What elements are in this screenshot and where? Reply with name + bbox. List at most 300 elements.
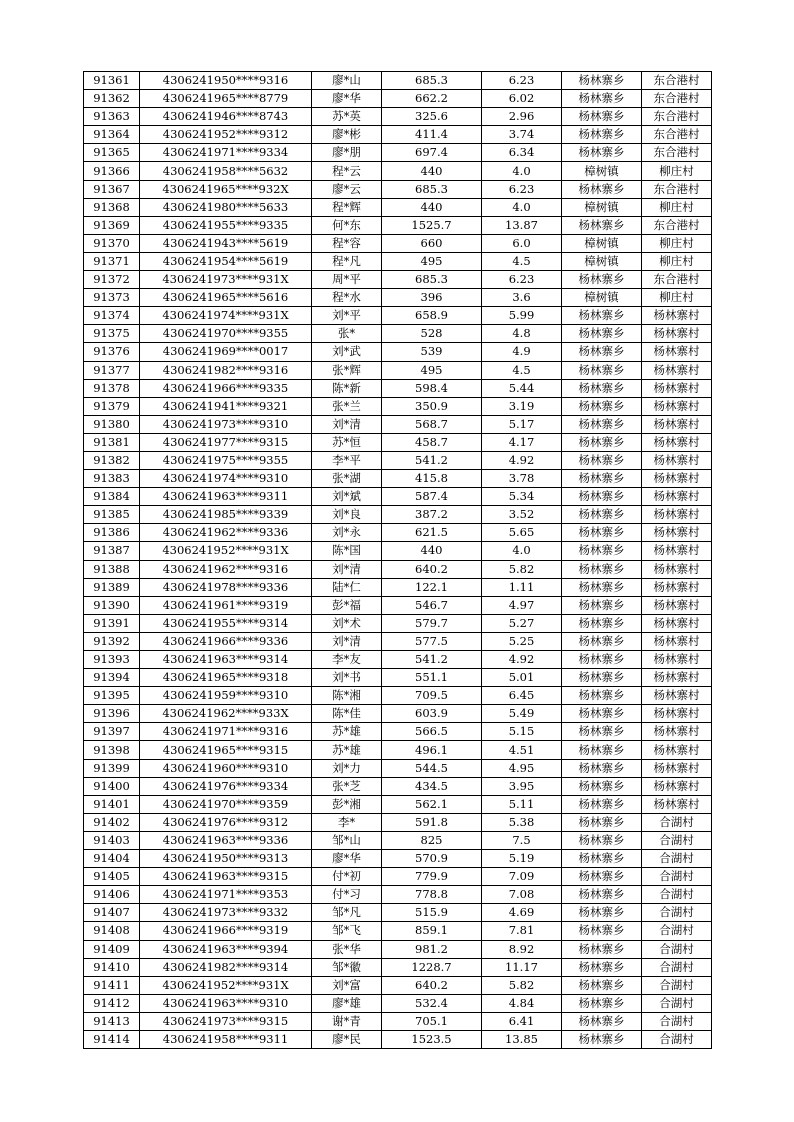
- township-cell: 杨林寨乡: [562, 216, 642, 234]
- township-cell: 杨林寨乡: [562, 361, 642, 379]
- table-row: [84, 470, 712, 488]
- village-cell: 杨林寨村: [642, 669, 712, 687]
- area-cell: 4.5: [482, 252, 562, 270]
- township-cell: 杨林寨乡: [562, 723, 642, 741]
- amount-cell: 658.9: [382, 307, 482, 325]
- amount-cell: 566.5: [382, 723, 482, 741]
- village-cell: 杨林寨村: [642, 741, 712, 759]
- area-cell: 6.34: [482, 144, 562, 162]
- amount-cell: 544.5: [382, 759, 482, 777]
- name-cell: 张*芝: [312, 777, 382, 795]
- village-cell: 杨林寨村: [642, 795, 712, 813]
- name-cell: 刘*力: [312, 759, 382, 777]
- area-cell: 4.9: [482, 343, 562, 361]
- record-id-cell: 91380: [84, 415, 140, 433]
- village-cell: 杨林寨村: [642, 723, 712, 741]
- township-cell: 杨林寨乡: [562, 108, 642, 126]
- record-id-cell: 91406: [84, 886, 140, 904]
- name-cell: 彭*湘: [312, 795, 382, 813]
- township-cell: 樟树镇: [562, 198, 642, 216]
- record-id-cell: 91407: [84, 904, 140, 922]
- record-id-cell: 91382: [84, 451, 140, 469]
- record-id-cell: 91399: [84, 759, 140, 777]
- table-row: [84, 216, 712, 234]
- village-cell: 东合港村: [642, 126, 712, 144]
- village-cell: 杨林寨村: [642, 560, 712, 578]
- record-id-cell: 91413: [84, 1012, 140, 1030]
- table-row: [84, 1012, 712, 1030]
- township-cell: 杨林寨乡: [562, 850, 642, 868]
- name-cell: 刘*书: [312, 669, 382, 687]
- record-id-cell: 91373: [84, 289, 140, 307]
- name-cell: 李*: [312, 813, 382, 831]
- id-number-cell: 4306241960****9310: [140, 759, 312, 777]
- area-cell: 5.99: [482, 307, 562, 325]
- table-row: [84, 976, 712, 994]
- table-row: [84, 669, 712, 687]
- amount-cell: 587.4: [382, 488, 482, 506]
- record-id-cell: 91375: [84, 325, 140, 343]
- id-number-cell: 4306241954****5619: [140, 252, 312, 270]
- name-cell: 张*湖: [312, 470, 382, 488]
- township-cell: 杨林寨乡: [562, 578, 642, 596]
- id-number-cell: 4306241952****931X: [140, 976, 312, 994]
- amount-cell: 539: [382, 343, 482, 361]
- name-cell: 刘*清: [312, 632, 382, 650]
- area-cell: 5.19: [482, 850, 562, 868]
- record-id-cell: 91383: [84, 470, 140, 488]
- id-number-cell: 4306241966****9336: [140, 632, 312, 650]
- record-id-cell: 91372: [84, 271, 140, 289]
- table-row: [84, 578, 712, 596]
- amount-cell: 640.2: [382, 976, 482, 994]
- id-number-cell: 4306241976****9334: [140, 777, 312, 795]
- amount-cell: 778.8: [382, 886, 482, 904]
- area-cell: 11.17: [482, 958, 562, 976]
- table-row: [84, 252, 712, 270]
- record-id-cell: 91367: [84, 180, 140, 198]
- record-id-cell: 91411: [84, 976, 140, 994]
- id-number-cell: 4306241969****0017: [140, 343, 312, 361]
- record-id-cell: 91374: [84, 307, 140, 325]
- id-number-cell: 4306241971****9316: [140, 723, 312, 741]
- amount-cell: 660: [382, 234, 482, 252]
- township-cell: 杨林寨乡: [562, 506, 642, 524]
- record-id-cell: 91404: [84, 850, 140, 868]
- id-number-cell: 4306241950****9313: [140, 850, 312, 868]
- name-cell: 陈*新: [312, 379, 382, 397]
- amount-cell: 579.7: [382, 614, 482, 632]
- township-cell: 杨林寨乡: [562, 542, 642, 560]
- amount-cell: 350.9: [382, 397, 482, 415]
- name-cell: 苏*英: [312, 108, 382, 126]
- township-cell: 杨林寨乡: [562, 180, 642, 198]
- township-cell: 杨林寨乡: [562, 126, 642, 144]
- area-cell: 5.27: [482, 614, 562, 632]
- table-row: [84, 614, 712, 632]
- amount-cell: 598.4: [382, 379, 482, 397]
- amount-cell: 662.2: [382, 90, 482, 108]
- name-cell: 廖*华: [312, 90, 382, 108]
- amount-cell: 528: [382, 325, 482, 343]
- village-cell: 合湖村: [642, 813, 712, 831]
- id-number-cell: 4306241962****933X: [140, 705, 312, 723]
- amount-cell: 1523.5: [382, 1030, 482, 1048]
- village-cell: 杨林寨村: [642, 397, 712, 415]
- village-cell: 合湖村: [642, 850, 712, 868]
- id-number-cell: 4306241974****9310: [140, 470, 312, 488]
- area-cell: 7.08: [482, 886, 562, 904]
- record-id-cell: 91389: [84, 578, 140, 596]
- area-cell: 3.78: [482, 470, 562, 488]
- name-cell: 廖*雄: [312, 994, 382, 1012]
- area-cell: 5.38: [482, 813, 562, 831]
- village-cell: 东合港村: [642, 72, 712, 90]
- id-number-cell: 4306241963****9310: [140, 994, 312, 1012]
- name-cell: 廖*山: [312, 72, 382, 90]
- name-cell: 付*初: [312, 868, 382, 886]
- id-number-cell: 4306241952****931X: [140, 542, 312, 560]
- area-cell: 5.17: [482, 415, 562, 433]
- id-number-cell: 4306241955****9314: [140, 614, 312, 632]
- record-id-cell: 91396: [84, 705, 140, 723]
- table-row: [84, 940, 712, 958]
- area-cell: 7.5: [482, 831, 562, 849]
- area-cell: 4.0: [482, 542, 562, 560]
- area-cell: 6.45: [482, 687, 562, 705]
- township-cell: 杨林寨乡: [562, 271, 642, 289]
- area-cell: 5.82: [482, 976, 562, 994]
- area-cell: 5.82: [482, 560, 562, 578]
- area-cell: 13.87: [482, 216, 562, 234]
- amount-cell: 458.7: [382, 433, 482, 451]
- amount-cell: 709.5: [382, 687, 482, 705]
- record-id-cell: 91405: [84, 868, 140, 886]
- village-cell: 合湖村: [642, 1012, 712, 1030]
- amount-cell: 440: [382, 198, 482, 216]
- village-cell: 合湖村: [642, 994, 712, 1012]
- name-cell: 刘*武: [312, 343, 382, 361]
- record-id-cell: 91392: [84, 632, 140, 650]
- table-row: [84, 705, 712, 723]
- village-cell: 合湖村: [642, 904, 712, 922]
- name-cell: 廖*民: [312, 1030, 382, 1048]
- record-id-cell: 91398: [84, 741, 140, 759]
- name-cell: 程*容: [312, 234, 382, 252]
- village-cell: 杨林寨村: [642, 777, 712, 795]
- id-number-cell: 4306241966****9335: [140, 379, 312, 397]
- id-number-cell: 4306241976****9312: [140, 813, 312, 831]
- record-id-cell: 91371: [84, 252, 140, 270]
- record-id-cell: 91388: [84, 560, 140, 578]
- village-cell: 柳庄村: [642, 252, 712, 270]
- table-row: [84, 90, 712, 108]
- name-cell: 苏*雄: [312, 723, 382, 741]
- amount-cell: 1228.7: [382, 958, 482, 976]
- name-cell: 张*华: [312, 940, 382, 958]
- id-number-cell: 4306241962****9336: [140, 524, 312, 542]
- table-row: [84, 72, 712, 90]
- village-cell: 柳庄村: [642, 234, 712, 252]
- table-row: [84, 289, 712, 307]
- name-cell: 程*云: [312, 162, 382, 180]
- table-row: [84, 361, 712, 379]
- amount-cell: 705.1: [382, 1012, 482, 1030]
- township-cell: 杨林寨乡: [562, 451, 642, 469]
- record-id-cell: 91390: [84, 596, 140, 614]
- amount-cell: 551.1: [382, 669, 482, 687]
- township-cell: 杨林寨乡: [562, 524, 642, 542]
- village-cell: 合湖村: [642, 958, 712, 976]
- name-cell: 陆*仁: [312, 578, 382, 596]
- id-number-cell: 4306241966****9319: [140, 922, 312, 940]
- township-cell: 樟树镇: [562, 289, 642, 307]
- record-id-cell: 91365: [84, 144, 140, 162]
- name-cell: 邹*山: [312, 831, 382, 849]
- area-cell: 6.23: [482, 180, 562, 198]
- village-cell: 合湖村: [642, 831, 712, 849]
- village-cell: 杨林寨村: [642, 759, 712, 777]
- area-cell: 4.95: [482, 759, 562, 777]
- table-row: [84, 542, 712, 560]
- record-id-cell: 91370: [84, 234, 140, 252]
- record-id-cell: 91395: [84, 687, 140, 705]
- area-cell: 5.15: [482, 723, 562, 741]
- village-cell: 杨林寨村: [642, 307, 712, 325]
- amount-cell: 495: [382, 252, 482, 270]
- table-row: [84, 831, 712, 849]
- id-number-cell: 4306241965****8779: [140, 90, 312, 108]
- area-cell: 3.52: [482, 506, 562, 524]
- area-cell: 5.65: [482, 524, 562, 542]
- village-cell: 杨林寨村: [642, 488, 712, 506]
- amount-cell: 387.2: [382, 506, 482, 524]
- village-cell: 杨林寨村: [642, 361, 712, 379]
- village-cell: 杨林寨村: [642, 379, 712, 397]
- id-number-cell: 4306241980****5633: [140, 198, 312, 216]
- name-cell: 廖*朋: [312, 144, 382, 162]
- amount-cell: 541.2: [382, 451, 482, 469]
- table-row: [84, 271, 712, 289]
- amount-cell: 496.1: [382, 741, 482, 759]
- village-cell: 杨林寨村: [642, 632, 712, 650]
- village-cell: 杨林寨村: [642, 687, 712, 705]
- record-id-cell: 91369: [84, 216, 140, 234]
- township-cell: 杨林寨乡: [562, 868, 642, 886]
- amount-cell: 779.9: [382, 868, 482, 886]
- township-cell: 杨林寨乡: [562, 940, 642, 958]
- table-row: [84, 1030, 712, 1048]
- amount-cell: 981.2: [382, 940, 482, 958]
- record-id-cell: 91410: [84, 958, 140, 976]
- township-cell: 杨林寨乡: [562, 397, 642, 415]
- township-cell: 樟树镇: [562, 252, 642, 270]
- area-cell: 6.02: [482, 90, 562, 108]
- township-cell: 杨林寨乡: [562, 470, 642, 488]
- area-cell: 4.5: [482, 361, 562, 379]
- area-cell: 8.92: [482, 940, 562, 958]
- record-id-cell: 91366: [84, 162, 140, 180]
- record-id-cell: 91409: [84, 940, 140, 958]
- record-id-cell: 91386: [84, 524, 140, 542]
- record-id-cell: 91377: [84, 361, 140, 379]
- village-cell: 杨林寨村: [642, 343, 712, 361]
- table-row: [84, 632, 712, 650]
- table-row: [84, 886, 712, 904]
- township-cell: 杨林寨乡: [562, 813, 642, 831]
- amount-cell: 532.4: [382, 994, 482, 1012]
- id-number-cell: 4306241982****9314: [140, 958, 312, 976]
- amount-cell: 621.5: [382, 524, 482, 542]
- table-row: [84, 904, 712, 922]
- village-cell: 杨林寨村: [642, 578, 712, 596]
- name-cell: 张*辉: [312, 361, 382, 379]
- area-cell: 4.0: [482, 198, 562, 216]
- amount-cell: 591.8: [382, 813, 482, 831]
- area-cell: 5.34: [482, 488, 562, 506]
- name-cell: 付*习: [312, 886, 382, 904]
- record-id-cell: 91387: [84, 542, 140, 560]
- table-row: [84, 922, 712, 940]
- area-cell: 5.25: [482, 632, 562, 650]
- village-cell: 合湖村: [642, 868, 712, 886]
- township-cell: 杨林寨乡: [562, 415, 642, 433]
- table-row: [84, 234, 712, 252]
- id-number-cell: 4306241958****9311: [140, 1030, 312, 1048]
- area-cell: 3.6: [482, 289, 562, 307]
- township-cell: 杨林寨乡: [562, 632, 642, 650]
- amount-cell: 570.9: [382, 850, 482, 868]
- township-cell: 杨林寨乡: [562, 831, 642, 849]
- village-cell: 杨林寨村: [642, 614, 712, 632]
- area-cell: 4.97: [482, 596, 562, 614]
- name-cell: 廖*彬: [312, 126, 382, 144]
- id-number-cell: 4306241985****9339: [140, 506, 312, 524]
- township-cell: 杨林寨乡: [562, 325, 642, 343]
- area-cell: 4.8: [482, 325, 562, 343]
- id-number-cell: 4306241965****5616: [140, 289, 312, 307]
- table-row: [84, 723, 712, 741]
- amount-cell: 685.3: [382, 271, 482, 289]
- township-cell: 杨林寨乡: [562, 144, 642, 162]
- table-row: [84, 850, 712, 868]
- table-row: [84, 162, 712, 180]
- table-row: [84, 180, 712, 198]
- id-number-cell: 4306241961****9319: [140, 596, 312, 614]
- area-cell: 2.96: [482, 108, 562, 126]
- township-cell: 杨林寨乡: [562, 90, 642, 108]
- name-cell: 程*凡: [312, 252, 382, 270]
- id-number-cell: 4306241970****9359: [140, 795, 312, 813]
- area-cell: 6.23: [482, 271, 562, 289]
- amount-cell: 440: [382, 162, 482, 180]
- record-id-cell: 91362: [84, 90, 140, 108]
- name-cell: 李*友: [312, 651, 382, 669]
- record-id-cell: 91361: [84, 72, 140, 90]
- name-cell: 刘*永: [312, 524, 382, 542]
- area-cell: 5.11: [482, 795, 562, 813]
- township-cell: 杨林寨乡: [562, 614, 642, 632]
- township-cell: 杨林寨乡: [562, 307, 642, 325]
- village-cell: 合湖村: [642, 976, 712, 994]
- township-cell: 杨林寨乡: [562, 705, 642, 723]
- id-number-cell: 4306241975****9355: [140, 451, 312, 469]
- name-cell: 程*水: [312, 289, 382, 307]
- township-cell: 杨林寨乡: [562, 886, 642, 904]
- name-cell: 苏*雄: [312, 741, 382, 759]
- village-cell: 合湖村: [642, 940, 712, 958]
- name-cell: 刘*富: [312, 976, 382, 994]
- table-row: [84, 868, 712, 886]
- amount-cell: 859.1: [382, 922, 482, 940]
- township-cell: 杨林寨乡: [562, 379, 642, 397]
- township-cell: 杨林寨乡: [562, 994, 642, 1012]
- amount-cell: 396: [382, 289, 482, 307]
- name-cell: 彭*福: [312, 596, 382, 614]
- area-cell: 13.85: [482, 1030, 562, 1048]
- township-cell: 杨林寨乡: [562, 651, 642, 669]
- amount-cell: 122.1: [382, 578, 482, 596]
- village-cell: 合湖村: [642, 922, 712, 940]
- amount-cell: 1525.7: [382, 216, 482, 234]
- name-cell: 廖*云: [312, 180, 382, 198]
- township-cell: 杨林寨乡: [562, 687, 642, 705]
- township-cell: 杨林寨乡: [562, 958, 642, 976]
- table-row: [84, 325, 712, 343]
- name-cell: 邹*飞: [312, 922, 382, 940]
- township-cell: 杨林寨乡: [562, 343, 642, 361]
- village-cell: 东合港村: [642, 271, 712, 289]
- record-id-cell: 91391: [84, 614, 140, 632]
- table-row: [84, 343, 712, 361]
- id-number-cell: 4306241965****9318: [140, 669, 312, 687]
- table-row: [84, 994, 712, 1012]
- village-cell: 柳庄村: [642, 289, 712, 307]
- name-cell: 廖*华: [312, 850, 382, 868]
- id-number-cell: 4306241962****9316: [140, 560, 312, 578]
- village-cell: 杨林寨村: [642, 596, 712, 614]
- table-row: [84, 307, 712, 325]
- amount-cell: 440: [382, 542, 482, 560]
- table-row: [84, 198, 712, 216]
- amount-cell: 541.2: [382, 651, 482, 669]
- table-row: [84, 777, 712, 795]
- area-cell: 6.41: [482, 1012, 562, 1030]
- village-cell: 东合港村: [642, 144, 712, 162]
- township-cell: 杨林寨乡: [562, 759, 642, 777]
- name-cell: 周*平: [312, 271, 382, 289]
- id-number-cell: 4306241963****9314: [140, 651, 312, 669]
- id-number-cell: 4306241963****9311: [140, 488, 312, 506]
- id-number-cell: 4306241973****9315: [140, 1012, 312, 1030]
- area-cell: 5.01: [482, 669, 562, 687]
- village-cell: 杨林寨村: [642, 506, 712, 524]
- table-row: [84, 126, 712, 144]
- table-row: [84, 958, 712, 976]
- id-number-cell: 4306241971****9334: [140, 144, 312, 162]
- township-cell: 杨林寨乡: [562, 795, 642, 813]
- record-id-cell: 91381: [84, 433, 140, 451]
- record-id-cell: 91393: [84, 651, 140, 669]
- name-cell: 陈*佳: [312, 705, 382, 723]
- township-cell: 杨林寨乡: [562, 488, 642, 506]
- table-row: [84, 379, 712, 397]
- id-number-cell: 4306241958****5632: [140, 162, 312, 180]
- record-id-cell: 91364: [84, 126, 140, 144]
- id-number-cell: 4306241973****9332: [140, 904, 312, 922]
- name-cell: 谢*青: [312, 1012, 382, 1030]
- record-id-cell: 91400: [84, 777, 140, 795]
